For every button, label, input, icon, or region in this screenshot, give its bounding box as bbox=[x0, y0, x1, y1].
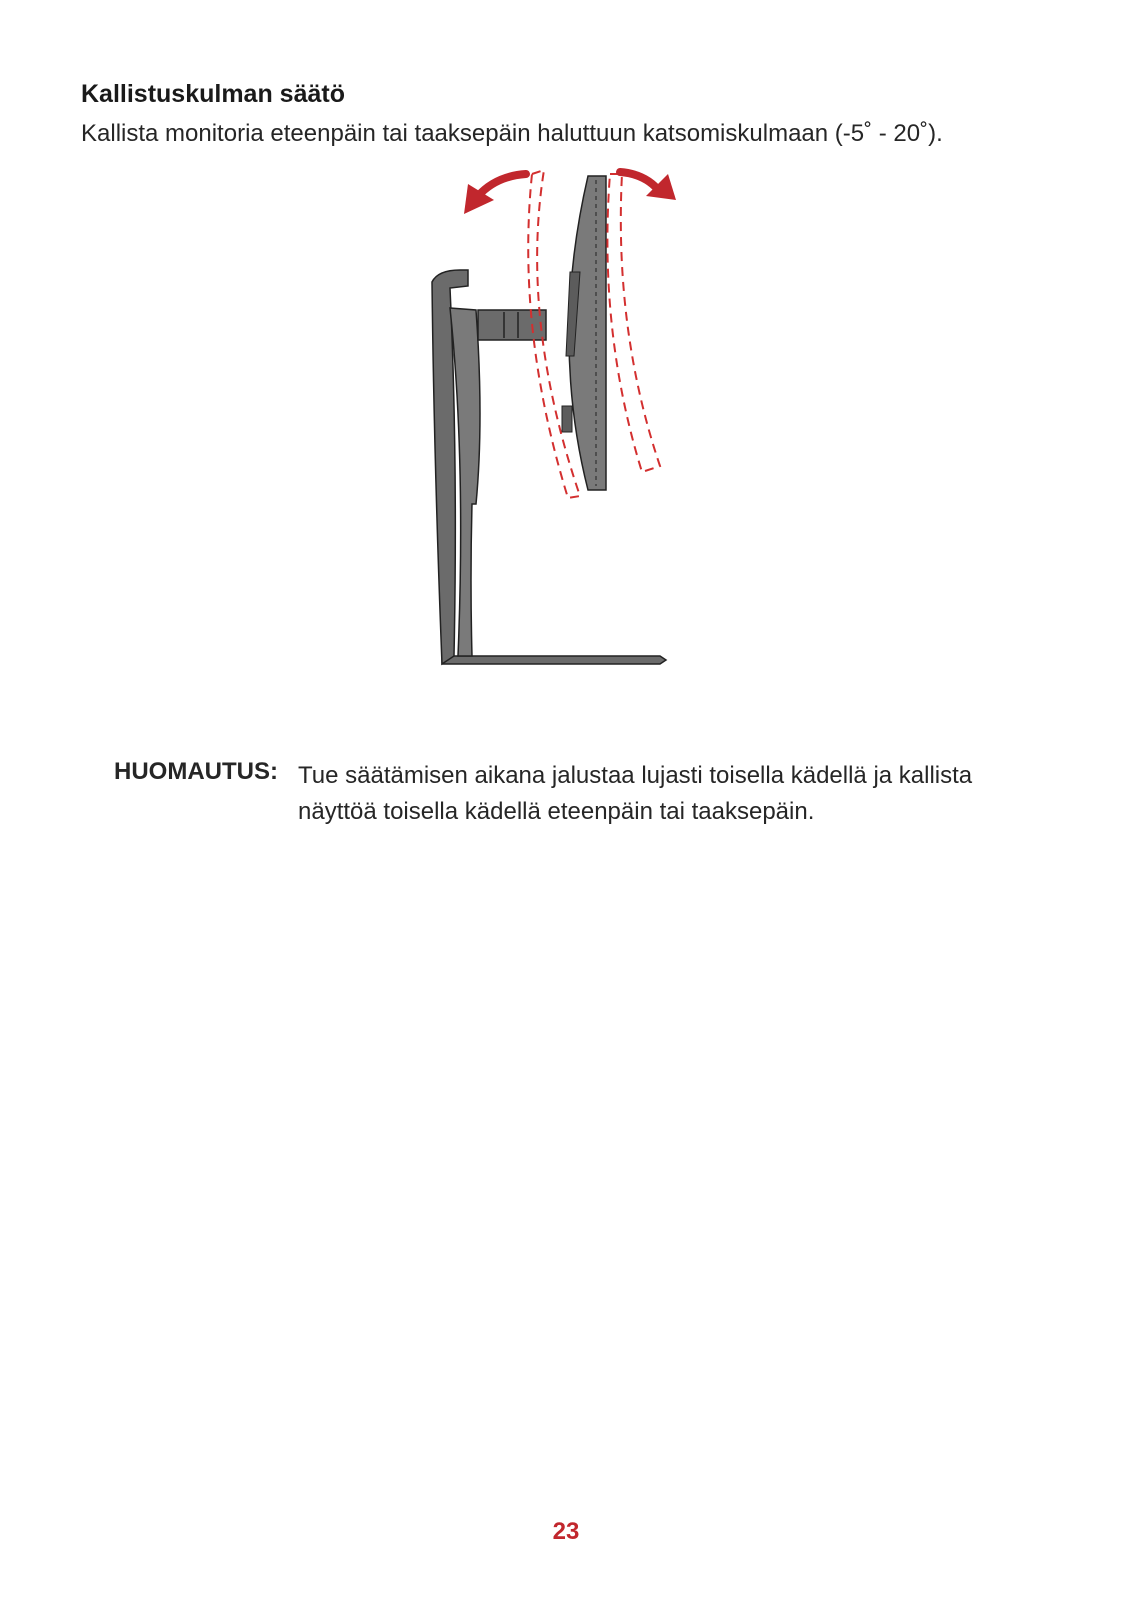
note-text: Tue säätämisen aikana jalustaa lujasti toisella kädellä ja kallista näyttöä toisella kädellä eteenpäin tai taaksepäin. bbox=[298, 762, 973, 825]
note-label: HUOMAUTUS: bbox=[114, 758, 278, 785]
tilt-outline-forward bbox=[607, 174, 660, 472]
hinge-arm bbox=[478, 310, 546, 340]
stand-base bbox=[442, 656, 666, 664]
section-title: Kallistuskulman säätö bbox=[81, 80, 345, 108]
arrow-back-icon bbox=[478, 174, 526, 196]
intro-text: Kallista monitoria eteenpäin tai taaksepäin haluttuun katsomiskulmaan (-5˚ - 20˚). bbox=[81, 120, 943, 147]
page-number: 23 bbox=[552, 1518, 580, 1545]
tilt-illustration bbox=[420, 160, 710, 700]
